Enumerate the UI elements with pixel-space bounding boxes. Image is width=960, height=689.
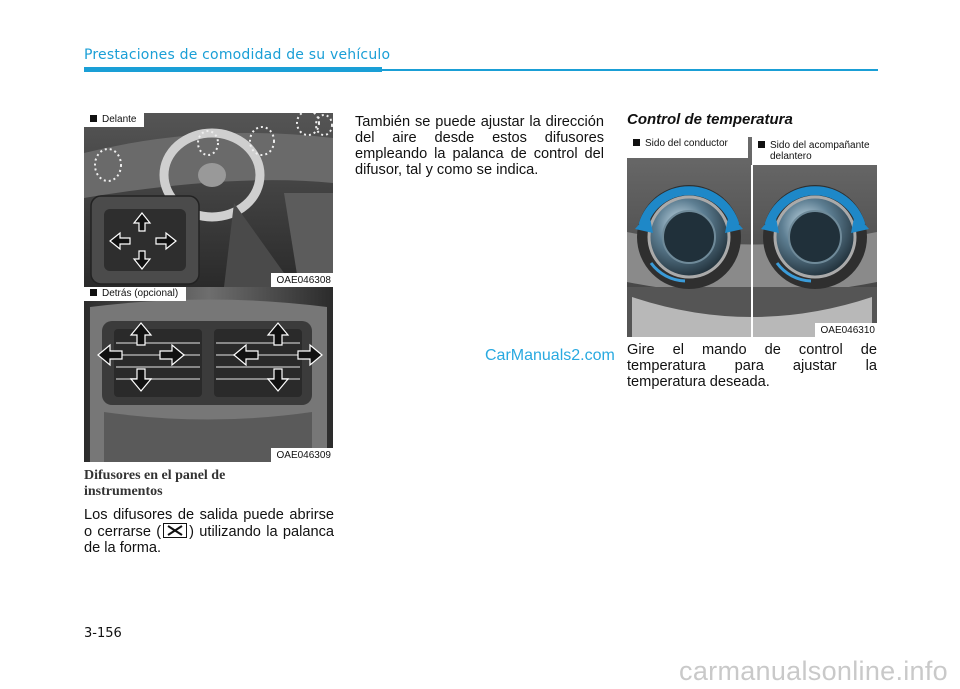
temperature-knobs-illustration bbox=[627, 137, 877, 337]
figure-code: OAE046309 bbox=[271, 448, 334, 462]
air-direction-paragraph: También se puede ajustar la dirección del aire desde estos difusores empleando la palanca de control del difusor, tal y como se indica. bbox=[355, 114, 604, 178]
temperature-control-heading: Control de temperatura bbox=[627, 111, 793, 128]
header-rule-thick bbox=[84, 67, 382, 72]
figure-temperature-knobs bbox=[627, 137, 877, 337]
figure-caption-driver: Sido del conductor bbox=[627, 137, 748, 158]
page-number: 3-156 bbox=[84, 626, 122, 641]
vents-section-heading: Difusores en el panel de instrumentos bbox=[84, 468, 226, 499]
header-rule-thin bbox=[382, 69, 878, 71]
figure-rear-vents bbox=[84, 287, 333, 462]
figure-code: OAE046310 bbox=[815, 323, 878, 337]
footer-watermark: carmanualsonline.info bbox=[679, 656, 948, 686]
vent-close-icon bbox=[163, 523, 187, 538]
figure-caption: Delante bbox=[84, 113, 144, 127]
vents-paragraph: Los difusores de salida puede abrirse o cerrarse ( ) utilizando la palanca de la forma. bbox=[84, 507, 335, 556]
figure-code: OAE046308 bbox=[271, 273, 334, 287]
carmanuals-watermark: CarManuals2.com bbox=[485, 347, 615, 364]
rear-vents-illustration bbox=[84, 287, 333, 462]
temperature-paragraph: Gire el mando de control de temperatura para ajustar la temperatura deseada. bbox=[627, 342, 877, 390]
section-header-title: Prestaciones de comodidad de su vehículo bbox=[84, 47, 391, 63]
figure-caption: Detrás (opcional) bbox=[84, 287, 186, 301]
figure-caption-passenger: Sido del acompañante delantero bbox=[752, 137, 877, 165]
dashboard-illustration bbox=[84, 113, 333, 287]
figure-front-vents bbox=[84, 113, 333, 287]
